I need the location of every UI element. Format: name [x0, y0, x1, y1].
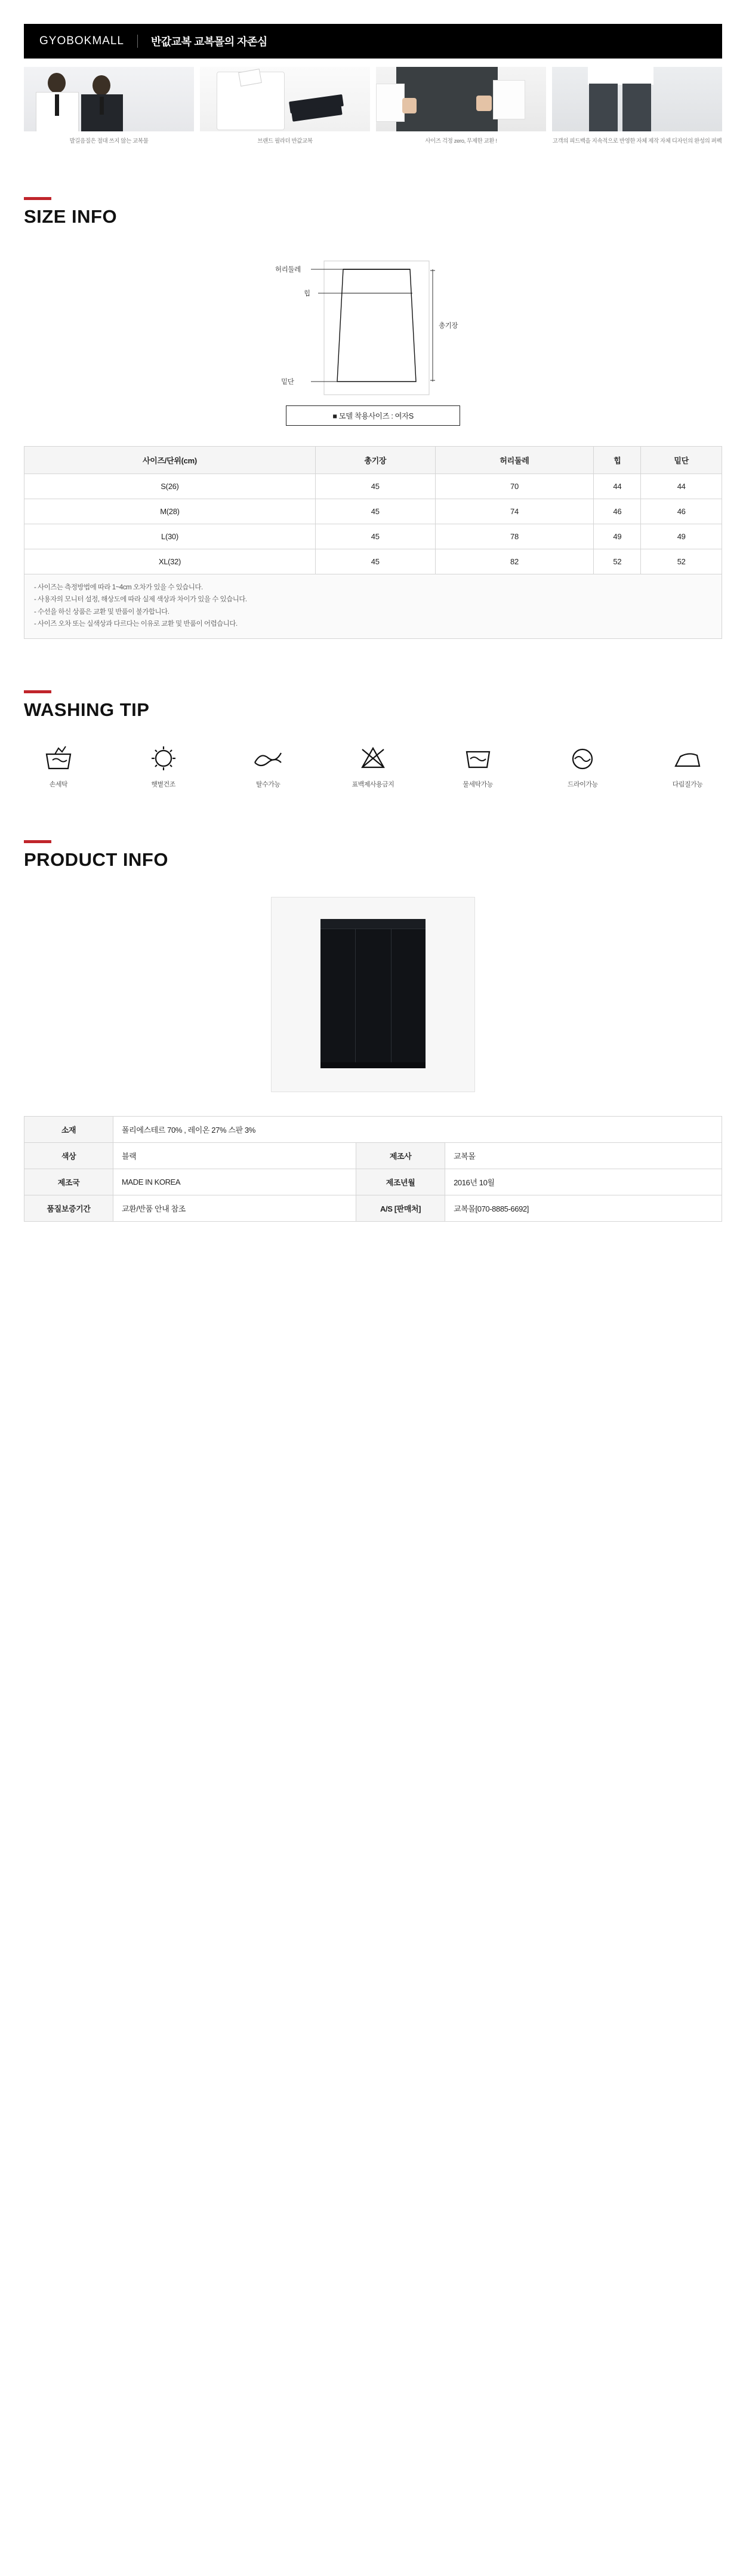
wash-item-machine-wash: [449, 742, 507, 789]
hero-cell-3: [376, 67, 546, 146]
wash-item-dry-clean: [554, 742, 611, 789]
hero-caption-2: 브랜드 필라더 반값교복: [257, 138, 313, 145]
size-r1-c4: 46: [641, 499, 722, 524]
size-r1-c3: 46: [594, 499, 641, 524]
size-r1-c1: 45: [315, 499, 435, 524]
two-students-photo: [24, 67, 194, 131]
size-note-1: - 사용자의 모니터 설정, 해상도에 따라 실제 색상과 차이가 있을 수 있습니다.: [34, 596, 247, 604]
size-r2-c4: 49: [641, 524, 722, 549]
slim-fit-pants-photo: [552, 67, 722, 131]
info-label-material: 소재: [24, 1116, 113, 1142]
size-note-3: - 사이즈 오차 또는 실색상과 다르다는 이유로 교환 및 반품이 어렵습니다.: [34, 620, 238, 628]
size-r2-c0: L(30): [24, 524, 316, 549]
wash-item-sun-dry: [135, 742, 192, 789]
table-row: [24, 524, 722, 549]
size-header-0: 사이즈/단위(cm): [24, 447, 316, 474]
info-value-warranty: 교환/반품 안내 참조: [113, 1195, 356, 1221]
hero-cell-4: [552, 67, 722, 146]
info-label-as: A/S [판매처]: [356, 1195, 445, 1221]
washing-icons-row: [24, 742, 722, 789]
sun-dry-icon: [135, 742, 192, 774]
table-row: [24, 1116, 722, 1142]
hero-cell-1: [24, 67, 194, 146]
size-r3-c0: XL(32): [24, 549, 316, 574]
size-r0-c1: 45: [315, 474, 435, 499]
washing-tip-title: WASHING TIP: [24, 699, 150, 720]
info-value-color: 블랙: [113, 1142, 356, 1169]
dry-clean-allowed-icon: [554, 742, 611, 774]
wash-label-6: 다림질가능: [672, 780, 703, 788]
info-value-manufacture-date: 2016년 10월: [445, 1169, 722, 1195]
info-label-manufacture-date: 제조년월: [356, 1169, 445, 1195]
spin-dry-allowed-icon: [239, 742, 297, 774]
size-table-header-row: [24, 447, 722, 474]
size-note-0: - 사이즈는 측정방법에 따라 1~4cm 오차가 있을 수 있습니다.: [34, 584, 203, 592]
size-r1-c2: 74: [435, 499, 594, 524]
hero-caption-1: 발길음질은 절대 쓰지 않는 교복물: [69, 138, 149, 145]
size-r0-c3: 44: [594, 474, 641, 499]
table-row: [24, 499, 722, 524]
label-waist: 허리둘레: [275, 266, 301, 274]
size-header-2: 허리둘레: [435, 447, 594, 474]
size-r0-c4: 44: [641, 474, 722, 499]
hero-photo-strip: [24, 67, 722, 146]
label-hem: 밑단: [281, 379, 294, 386]
size-r0-c0: S(26): [24, 474, 316, 499]
brand-tagline: 반값교복 교복몰의 자존심: [151, 36, 267, 48]
wash-label-1: 햇볕건조: [151, 780, 175, 788]
table-row: [24, 474, 722, 499]
info-label-color: 색상: [24, 1142, 113, 1169]
product-detail-page: [0, 24, 746, 1264]
hero-caption-3: 사이즈 걱정 zero, 무제한 교환 !: [425, 138, 497, 145]
size-table: [24, 446, 722, 574]
no-bleach-icon: [344, 742, 402, 774]
skirt-size-diagram: [254, 256, 492, 399]
machine-wash-icon: [449, 742, 507, 774]
hand-wash-icon: [30, 742, 87, 774]
wash-label-5: 드라이가능: [567, 780, 598, 788]
size-r0-c2: 70: [435, 474, 594, 499]
size-note-2: - 수선을 하신 상품은 교환 및 반품이 불가합니다.: [34, 608, 169, 616]
brand-name: GYOBOKMALL: [39, 35, 124, 47]
hands-in-pockets-photo: [376, 67, 546, 131]
product-info-header: [24, 840, 722, 871]
info-label-manufacturer: 제조사: [356, 1142, 445, 1169]
size-notes: [24, 574, 722, 639]
size-r2-c2: 78: [435, 524, 594, 549]
black-skirt-product-photo: [271, 897, 475, 1092]
size-r3-c4: 52: [641, 549, 722, 574]
brand-banner: [24, 24, 722, 59]
wash-label-2: 탈수가능: [256, 780, 280, 788]
wash-item-iron: [659, 742, 716, 789]
info-value-material: 폴리에스테르 70% , 레이온 27% 스판 3%: [113, 1116, 722, 1142]
info-value-as: 교복몰[070-8885-6692]: [445, 1195, 722, 1221]
model-size-note: ■ 모델 착용사이즈 : 여자S: [286, 405, 460, 426]
size-r2-c1: 45: [315, 524, 435, 549]
wash-label-3: 표백제사용금지: [352, 780, 394, 788]
info-label-warranty: 품질보증기간: [24, 1195, 113, 1221]
label-hip: 힙: [304, 290, 310, 298]
section-accent-rule: [24, 840, 51, 843]
product-info-title: PRODUCT INFO: [24, 849, 168, 870]
wash-item-no-bleach: [344, 742, 402, 789]
section-accent-rule: [24, 197, 51, 200]
banner-divider: [137, 35, 138, 48]
label-total-length: 총기장: [439, 322, 458, 330]
table-row: [24, 1195, 722, 1221]
size-r3-c3: 52: [594, 549, 641, 574]
info-label-country: 제조국: [24, 1169, 113, 1195]
size-info-title: SIZE INFO: [24, 206, 118, 228]
size-r2-c3: 49: [594, 524, 641, 549]
hero-caption-4: 고객의 피드백을 지속적으로 반영한 자체 제작 자체 디자인의 완성의 퍼펙: [552, 138, 722, 145]
wash-item-hand-wash: [30, 742, 87, 789]
info-value-country: MADE IN KOREA: [113, 1169, 356, 1195]
size-r1-c0: M(28): [24, 499, 316, 524]
washing-tip-header: [24, 690, 722, 721]
wash-label-0: 손세탁: [49, 780, 68, 788]
shirt-and-pants-photo: [200, 67, 370, 131]
size-header-1: 총기장: [315, 447, 435, 474]
info-value-manufacturer: 교복몰: [445, 1142, 722, 1169]
size-r3-c1: 45: [315, 549, 435, 574]
wash-label-4: 물세탁가능: [463, 780, 493, 788]
size-header-3: 힙: [594, 447, 641, 474]
table-row: [24, 549, 722, 574]
hero-cell-2: [200, 67, 370, 146]
section-accent-rule: [24, 690, 51, 693]
size-info-header: [24, 197, 722, 228]
wash-item-spin-dry: [239, 742, 297, 789]
size-header-4: 밑단: [641, 447, 722, 474]
table-row: [24, 1142, 722, 1169]
table-row: [24, 1169, 722, 1195]
iron-allowed-icon: [659, 742, 716, 774]
size-r3-c2: 82: [435, 549, 594, 574]
product-info-table: [24, 1116, 722, 1222]
